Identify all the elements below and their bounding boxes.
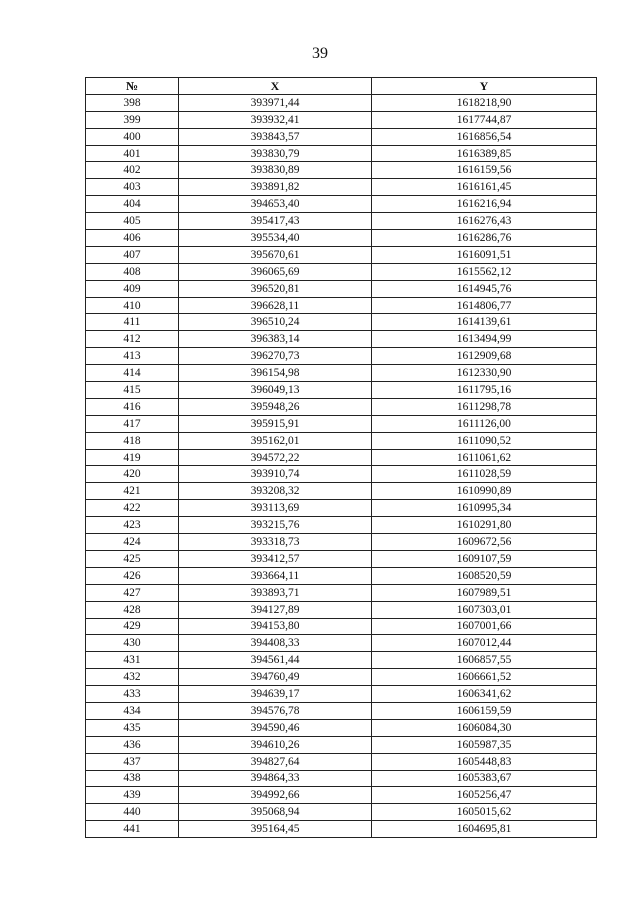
x-coordinate-cell: 394572,22 — [179, 449, 372, 466]
point-number-cell: 409 — [86, 280, 179, 297]
point-number-cell: 412 — [86, 331, 179, 348]
x-coordinate-cell: 393830,89 — [179, 162, 372, 179]
point-number-cell: 404 — [86, 196, 179, 213]
table-row — [86, 365, 597, 382]
x-coordinate-cell: 394992,66 — [179, 787, 372, 804]
point-number-cell: 403 — [86, 179, 179, 196]
point-number-cell: 440 — [86, 804, 179, 821]
y-coordinate-cell: 1615562,12 — [372, 263, 597, 280]
x-coordinate-cell: 393971,44 — [179, 94, 372, 111]
table-row — [86, 348, 597, 365]
table-row — [86, 534, 597, 551]
y-coordinate-cell: 1616286,76 — [372, 230, 597, 247]
x-coordinate-cell: 394864,33 — [179, 770, 372, 787]
x-coordinate-cell: 395915,91 — [179, 415, 372, 432]
y-coordinate-cell: 1616091,51 — [372, 246, 597, 263]
y-coordinate-cell: 1604695,81 — [372, 821, 597, 838]
table-row — [86, 584, 597, 601]
point-number-cell: 425 — [86, 550, 179, 567]
y-coordinate-cell: 1611126,00 — [372, 415, 597, 432]
y-coordinate-cell: 1617744,87 — [372, 111, 597, 128]
point-number-cell: 439 — [86, 787, 179, 804]
y-coordinate-cell: 1611298,78 — [372, 398, 597, 415]
x-coordinate-cell: 395068,94 — [179, 804, 372, 821]
y-coordinate-cell: 1606159,59 — [372, 702, 597, 719]
point-number-cell: 408 — [86, 263, 179, 280]
point-number-cell: 402 — [86, 162, 179, 179]
table-row — [86, 686, 597, 703]
table-row — [86, 483, 597, 500]
header-x: X — [179, 78, 372, 95]
table-row — [86, 618, 597, 635]
point-number-cell: 418 — [86, 432, 179, 449]
y-coordinate-cell: 1609672,56 — [372, 534, 597, 551]
table-row — [86, 314, 597, 331]
table-row — [86, 770, 597, 787]
point-number-cell: 432 — [86, 669, 179, 686]
table-row — [86, 449, 597, 466]
y-coordinate-cell: 1607303,01 — [372, 601, 597, 618]
table-row — [86, 736, 597, 753]
x-coordinate-cell: 394127,89 — [179, 601, 372, 618]
point-number-cell: 441 — [86, 821, 179, 838]
y-coordinate-cell: 1614945,76 — [372, 280, 597, 297]
point-number-cell: 436 — [86, 736, 179, 753]
table-row — [86, 398, 597, 415]
y-coordinate-cell: 1611061,62 — [372, 449, 597, 466]
table-row — [86, 787, 597, 804]
point-number-cell: 419 — [86, 449, 179, 466]
point-number-cell: 415 — [86, 382, 179, 399]
x-coordinate-cell: 393208,32 — [179, 483, 372, 500]
x-coordinate-cell: 396270,73 — [179, 348, 372, 365]
y-coordinate-cell: 1616856,54 — [372, 128, 597, 145]
table-row — [86, 550, 597, 567]
table-row — [86, 500, 597, 517]
point-number-cell: 420 — [86, 466, 179, 483]
y-coordinate-cell: 1606341,62 — [372, 686, 597, 703]
x-coordinate-cell: 394639,17 — [179, 686, 372, 703]
x-coordinate-cell: 393113,69 — [179, 500, 372, 517]
x-coordinate-cell: 396510,24 — [179, 314, 372, 331]
x-coordinate-cell: 393932,41 — [179, 111, 372, 128]
x-coordinate-cell: 395948,26 — [179, 398, 372, 415]
y-coordinate-cell: 1607989,51 — [372, 584, 597, 601]
x-coordinate-cell: 394590,46 — [179, 719, 372, 736]
table-row — [86, 280, 597, 297]
x-coordinate-cell: 393664,11 — [179, 567, 372, 584]
y-coordinate-cell: 1616389,85 — [372, 145, 597, 162]
y-coordinate-cell: 1607012,44 — [372, 635, 597, 652]
table-row — [86, 297, 597, 314]
point-number-cell: 416 — [86, 398, 179, 415]
point-number-cell: 428 — [86, 601, 179, 618]
table-row — [86, 145, 597, 162]
x-coordinate-cell: 395534,40 — [179, 230, 372, 247]
y-coordinate-cell: 1616276,43 — [372, 213, 597, 230]
point-number-cell: 413 — [86, 348, 179, 365]
table-row — [86, 804, 597, 821]
header-row — [86, 78, 597, 95]
point-number-cell: 424 — [86, 534, 179, 551]
point-number-cell: 431 — [86, 652, 179, 669]
table-row — [86, 382, 597, 399]
x-coordinate-cell: 393318,73 — [179, 534, 372, 551]
y-coordinate-cell: 1608520,59 — [372, 567, 597, 584]
y-coordinate-cell: 1605448,83 — [372, 753, 597, 770]
y-coordinate-cell: 1606661,52 — [372, 669, 597, 686]
header-y: Y — [372, 78, 597, 95]
table-row — [86, 246, 597, 263]
x-coordinate-cell: 393891,82 — [179, 179, 372, 196]
x-coordinate-cell: 395162,01 — [179, 432, 372, 449]
point-number-cell: 421 — [86, 483, 179, 500]
y-coordinate-cell: 1610990,89 — [372, 483, 597, 500]
x-coordinate-cell: 394153,80 — [179, 618, 372, 635]
point-number-cell: 417 — [86, 415, 179, 432]
table-row — [86, 567, 597, 584]
table-row — [86, 669, 597, 686]
point-number-cell: 423 — [86, 517, 179, 534]
header-number: № — [86, 78, 179, 95]
x-coordinate-cell: 396520,81 — [179, 280, 372, 297]
point-number-cell: 411 — [86, 314, 179, 331]
table-row — [86, 432, 597, 449]
point-number-cell: 398 — [86, 94, 179, 111]
x-coordinate-cell: 396154,98 — [179, 365, 372, 382]
y-coordinate-cell: 1616159,56 — [372, 162, 597, 179]
table-row — [86, 128, 597, 145]
table-row — [86, 111, 597, 128]
x-coordinate-cell: 394610,26 — [179, 736, 372, 753]
point-number-cell: 438 — [86, 770, 179, 787]
table-row — [86, 415, 597, 432]
table-row — [86, 331, 597, 348]
x-coordinate-cell: 394653,40 — [179, 196, 372, 213]
point-number-cell: 400 — [86, 128, 179, 145]
y-coordinate-cell: 1606084,30 — [372, 719, 597, 736]
table-row — [86, 196, 597, 213]
x-coordinate-cell: 396049,13 — [179, 382, 372, 399]
y-coordinate-cell: 1612330,90 — [372, 365, 597, 382]
table-header — [86, 78, 597, 95]
table-row — [86, 230, 597, 247]
y-coordinate-cell: 1610291,80 — [372, 517, 597, 534]
y-coordinate-cell: 1616216,94 — [372, 196, 597, 213]
y-coordinate-cell: 1611028,59 — [372, 466, 597, 483]
x-coordinate-cell: 393893,71 — [179, 584, 372, 601]
coordinates-table — [85, 77, 597, 838]
x-coordinate-cell: 394561,44 — [179, 652, 372, 669]
table-row — [86, 466, 597, 483]
x-coordinate-cell: 396065,69 — [179, 263, 372, 280]
table-row — [86, 94, 597, 111]
x-coordinate-cell: 396628,11 — [179, 297, 372, 314]
point-number-cell: 399 — [86, 111, 179, 128]
table-row — [86, 821, 597, 838]
table-row — [86, 162, 597, 179]
y-coordinate-cell: 1611090,52 — [372, 432, 597, 449]
y-coordinate-cell: 1616161,45 — [372, 179, 597, 196]
y-coordinate-cell: 1613494,99 — [372, 331, 597, 348]
x-coordinate-cell: 394408,33 — [179, 635, 372, 652]
point-number-cell: 435 — [86, 719, 179, 736]
x-coordinate-cell: 395670,61 — [179, 246, 372, 263]
x-coordinate-cell: 395417,43 — [179, 213, 372, 230]
table-row — [86, 601, 597, 618]
y-coordinate-cell: 1612909,68 — [372, 348, 597, 365]
table-row — [86, 719, 597, 736]
y-coordinate-cell: 1611795,16 — [372, 382, 597, 399]
point-number-cell: 433 — [86, 686, 179, 703]
y-coordinate-cell: 1609107,59 — [372, 550, 597, 567]
point-number-cell: 414 — [86, 365, 179, 382]
table-row — [86, 652, 597, 669]
y-coordinate-cell: 1618218,90 — [372, 94, 597, 111]
y-coordinate-cell: 1605383,67 — [372, 770, 597, 787]
x-coordinate-cell: 395164,45 — [179, 821, 372, 838]
x-coordinate-cell: 394760,49 — [179, 669, 372, 686]
y-coordinate-cell: 1614139,61 — [372, 314, 597, 331]
y-coordinate-cell: 1606857,55 — [372, 652, 597, 669]
page-number: 39 — [312, 45, 328, 62]
x-coordinate-cell: 396383,14 — [179, 331, 372, 348]
x-coordinate-cell: 393830,79 — [179, 145, 372, 162]
y-coordinate-cell: 1605987,35 — [372, 736, 597, 753]
table-row — [86, 702, 597, 719]
x-coordinate-cell: 394576,78 — [179, 702, 372, 719]
table-row — [86, 213, 597, 230]
table-row — [86, 517, 597, 534]
x-coordinate-cell: 393215,76 — [179, 517, 372, 534]
y-coordinate-cell: 1607001,66 — [372, 618, 597, 635]
y-coordinate-cell: 1610995,34 — [372, 500, 597, 517]
point-number-cell: 410 — [86, 297, 179, 314]
x-coordinate-cell: 393843,57 — [179, 128, 372, 145]
point-number-cell: 401 — [86, 145, 179, 162]
x-coordinate-cell: 393910,74 — [179, 466, 372, 483]
table-row — [86, 635, 597, 652]
x-coordinate-cell: 393412,57 — [179, 550, 372, 567]
point-number-cell: 407 — [86, 246, 179, 263]
point-number-cell: 426 — [86, 567, 179, 584]
table-row — [86, 263, 597, 280]
y-coordinate-cell: 1605256,47 — [372, 787, 597, 804]
point-number-cell: 430 — [86, 635, 179, 652]
table-row — [86, 753, 597, 770]
table-row — [86, 179, 597, 196]
point-number-cell: 406 — [86, 230, 179, 247]
x-coordinate-cell: 394827,64 — [179, 753, 372, 770]
point-number-cell: 434 — [86, 702, 179, 719]
y-coordinate-cell: 1605015,62 — [372, 804, 597, 821]
y-coordinate-cell: 1614806,77 — [372, 297, 597, 314]
point-number-cell: 422 — [86, 500, 179, 517]
point-number-cell: 429 — [86, 618, 179, 635]
point-number-cell: 405 — [86, 213, 179, 230]
table-body — [86, 94, 597, 837]
point-number-cell: 427 — [86, 584, 179, 601]
point-number-cell: 437 — [86, 753, 179, 770]
